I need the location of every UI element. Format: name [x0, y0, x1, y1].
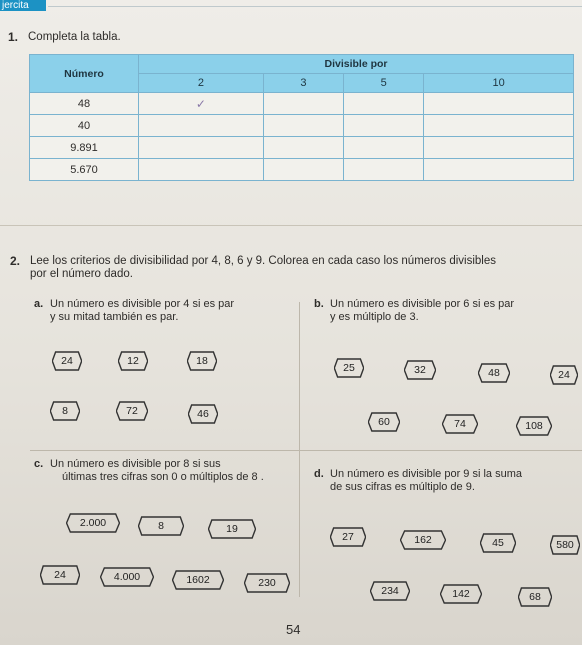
answer-cell[interactable] [263, 115, 343, 137]
hex-number-tile[interactable]: 8 [50, 401, 80, 421]
exercise-2-instruction-cont: por el número dado. [30, 268, 133, 280]
answer-cell[interactable]: ✓ [139, 93, 264, 115]
divisible-by-header: Divisible por [139, 55, 574, 74]
hex-number-tile[interactable]: 234 [370, 581, 410, 601]
header-rule [48, 6, 582, 7]
hex-number-tile[interactable]: 72 [116, 401, 148, 421]
criterion-d-letter: d. [314, 468, 324, 480]
hex-number-tile[interactable]: 162 [400, 530, 446, 550]
row-number: 5.670 [30, 159, 139, 181]
exercise-2-number: 2. [10, 254, 21, 268]
divisor-header: 5 [344, 74, 424, 93]
criterion-c-text-cont: últimas tres cifras son 0 o múltiplos de 8 . [62, 471, 264, 483]
answer-cell[interactable] [139, 115, 264, 137]
hex-number-tile[interactable]: 27 [330, 527, 366, 547]
hex-number-tile[interactable]: 142 [440, 584, 482, 604]
table-row [30, 115, 574, 137]
hex-number-tile[interactable]: 8 [138, 516, 184, 536]
criterion-d-text-cont: de sus cifras es múltiplo de 9. [330, 481, 475, 493]
criterion-c-text: Un número es divisible por 8 si sus [50, 458, 221, 470]
quadrant-divider-horizontal [30, 450, 582, 451]
answer-cell[interactable] [263, 93, 343, 115]
criterion-d-text: Un número es divisible por 9 si la suma [330, 468, 522, 480]
answer-cell[interactable] [344, 137, 424, 159]
criterion-a-letter: a. [34, 298, 44, 310]
criterion-b-text-cont: y es múltiplo de 3. [330, 311, 419, 323]
hex-number-tile[interactable]: 18 [187, 351, 217, 371]
exercise-1-number: 1. [8, 30, 19, 44]
table-row [30, 137, 574, 159]
answer-cell[interactable] [263, 159, 343, 181]
exercise-1-instruction: Completa la tabla. [28, 31, 121, 43]
criterion-b-text: Un número es divisible por 6 si es par [330, 298, 515, 310]
answer-cell[interactable] [139, 137, 264, 159]
answer-cell[interactable] [139, 159, 264, 181]
number-column-header: Número [30, 55, 139, 93]
hex-number-tile[interactable]: 25 [334, 358, 364, 378]
criterion-a-text-cont: y su mitad también es par. [50, 311, 179, 323]
answer-cell[interactable] [424, 159, 574, 181]
answer-cell[interactable] [424, 115, 574, 137]
answer-cell[interactable] [344, 93, 424, 115]
hex-number-tile[interactable]: 12 [118, 351, 148, 371]
hex-number-tile[interactable]: 45 [480, 533, 516, 553]
hex-number-tile[interactable]: 19 [208, 519, 256, 539]
hex-number-tile[interactable]: 24 [550, 365, 578, 385]
answer-cell[interactable] [344, 115, 424, 137]
hex-number-tile[interactable]: 2.000 [66, 513, 120, 533]
section-divider [0, 225, 582, 226]
hex-number-tile[interactable]: 230 [244, 573, 290, 593]
hex-number-tile[interactable]: 24 [52, 351, 82, 371]
row-number: 48 [30, 93, 139, 115]
criterion-a-text: Un número es divisible por 4 si es par [50, 298, 235, 310]
divisor-header: 10 [424, 74, 574, 93]
row-number: 9.891 [30, 137, 139, 159]
hex-number-tile[interactable]: 580 [550, 535, 580, 555]
section-tab: jercita [0, 0, 46, 11]
answer-cell[interactable] [424, 93, 574, 115]
table-row [30, 159, 574, 181]
hex-number-tile[interactable]: 32 [404, 360, 436, 380]
criterion-b-letter: b. [314, 298, 324, 310]
hex-number-tile[interactable]: 46 [188, 404, 218, 424]
answer-cell[interactable] [263, 137, 343, 159]
table-row [30, 93, 574, 115]
answer-cell[interactable] [424, 137, 574, 159]
hex-number-tile[interactable]: 1602 [172, 570, 224, 590]
hex-number-tile[interactable]: 60 [368, 412, 400, 432]
page-number: 54 [286, 622, 301, 637]
row-number: 40 [30, 115, 139, 137]
hex-number-tile[interactable]: 4.000 [100, 567, 154, 587]
hex-number-tile[interactable]: 24 [40, 565, 80, 585]
answer-cell[interactable] [344, 159, 424, 181]
exercise-2-instruction: Lee los criterios de divisibilidad por 4, 8, 6 y 9. Colorea en cada caso los números divisibles [30, 255, 496, 267]
divisor-header: 3 [263, 74, 343, 93]
hex-number-tile[interactable]: 74 [442, 414, 478, 434]
hex-number-tile[interactable]: 108 [516, 416, 552, 436]
hex-number-tile[interactable]: 48 [478, 363, 510, 383]
divisor-header: 2 [139, 74, 264, 93]
divisibility-table [29, 54, 574, 181]
criterion-c-letter: c. [34, 458, 44, 470]
hex-number-tile[interactable]: 68 [518, 587, 552, 607]
